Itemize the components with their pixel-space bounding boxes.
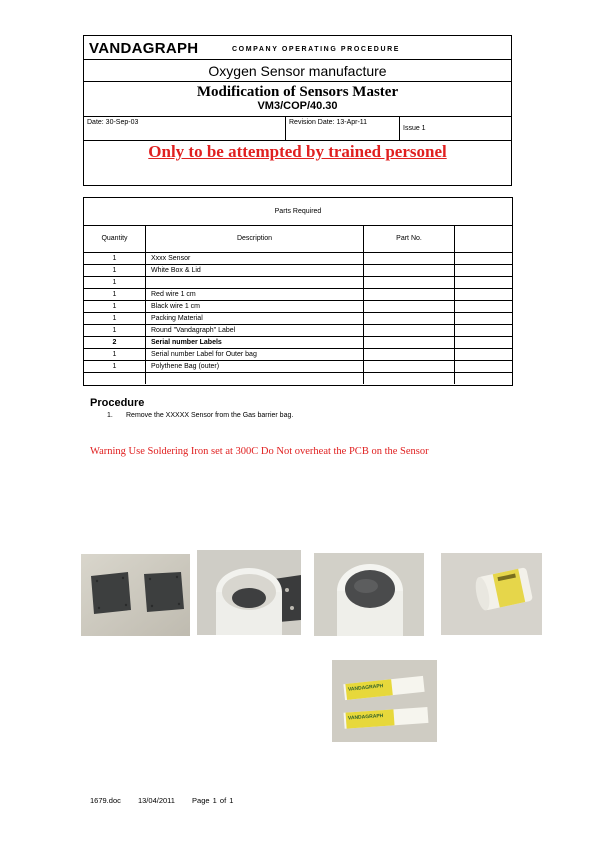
footer-page-number: Page 1 of 1 (192, 796, 234, 805)
quantity-cell: 1 (84, 253, 146, 264)
issue-number: Issue 1 (403, 125, 426, 132)
parts-table-header (84, 226, 512, 253)
table-row (84, 313, 512, 325)
part-no-cell (364, 313, 455, 324)
blank-cell (455, 301, 512, 312)
brand-name: VANDAGRAPH (89, 40, 199, 57)
document-title: Modification of Sensors Master (196, 84, 399, 100)
photo-sensor-pads (81, 554, 190, 636)
step-text: Remove the XXXXX Sensor from the Gas barrier bag. (126, 412, 294, 419)
table-row (84, 325, 512, 337)
description-cell: Polythene Bag (outer) (146, 361, 364, 372)
quantity-cell: 1 (84, 289, 146, 300)
description-cell: White Box & Lid (146, 265, 364, 276)
blank-cell (455, 313, 512, 324)
document-subtitle: Oxygen Sensor manufacture (208, 63, 387, 79)
part-no-cell (364, 349, 455, 360)
footer-date: 13/04/2011 (137, 796, 175, 805)
blank-cell (455, 325, 512, 336)
quantity-cell: 2 (84, 337, 146, 348)
blank-cell (455, 349, 512, 360)
table-row (84, 253, 512, 265)
quantity-cell: 1 (84, 325, 146, 336)
column-header-description: Description (146, 226, 364, 252)
training-warning: Only to be attempted by trained personel (148, 142, 447, 161)
procedure-step (107, 412, 293, 419)
part-no-cell (364, 301, 455, 312)
part-no-cell (364, 289, 455, 300)
description-cell: Round "Vandagraph" Label (146, 325, 364, 336)
table-row (84, 277, 512, 289)
quantity-cell: 1 (84, 313, 146, 324)
part-no-cell (364, 361, 455, 372)
blank-cell (455, 277, 512, 288)
header-title-block (84, 82, 511, 116)
part-no-cell (364, 277, 455, 288)
quantity-cell: 1 (84, 265, 146, 276)
photo-filled-container (314, 553, 424, 636)
blank-cell (455, 337, 512, 348)
description-cell: Black wire 1 cm (146, 301, 364, 312)
quantity-cell: 1 (84, 301, 146, 312)
table-row (84, 361, 512, 373)
blank-cell (455, 253, 512, 264)
header-subtitle-row (84, 60, 511, 82)
photo-serial-labels (332, 660, 437, 742)
description-cell: Serial number Labels (146, 337, 364, 348)
header-info-row (84, 116, 511, 141)
description-cell: Xxxx Sensor (146, 253, 364, 264)
soldering-warning: Warning Use Soldering Iron set at 300C Do Not overheat the PCB on the Sensor (90, 446, 429, 457)
quantity-cell (84, 373, 146, 384)
document-header (83, 35, 512, 186)
table-row (84, 337, 512, 349)
quantity-cell: 1 (84, 349, 146, 360)
description-cell: Packing Material (146, 313, 364, 324)
part-no-cell (364, 373, 455, 384)
part-no-cell (364, 265, 455, 276)
procedure-heading: Procedure (90, 397, 145, 409)
revision-date: Revision Date: 13-Apr-11 (286, 117, 400, 141)
photo-labelled-sensor (441, 553, 542, 635)
footer-filename: 1679.doc (90, 796, 121, 805)
header-brand-row (84, 36, 511, 60)
photo-open-container (197, 550, 301, 635)
quantity-cell: 1 (84, 361, 146, 372)
table-row (84, 289, 512, 301)
document-type: COMPANY OPERATING PROCEDURE (232, 46, 401, 53)
blank-cell (455, 289, 512, 300)
part-no-cell (364, 253, 455, 264)
table-row (84, 349, 512, 361)
document-reference: VM3/COP/40.30 (257, 100, 338, 112)
parts-table-body (84, 253, 512, 385)
column-header-quantity: Quantity (84, 226, 146, 252)
blank-cell (455, 373, 512, 384)
table-row (84, 265, 512, 277)
part-no-cell (364, 337, 455, 348)
blank-cell (455, 265, 512, 276)
blank-cell (455, 361, 512, 372)
parts-table (83, 197, 513, 386)
page-footer (90, 796, 247, 805)
description-cell: Serial number Label for Outer bag (146, 349, 364, 360)
description-cell (146, 373, 364, 384)
table-row (84, 373, 512, 385)
label-text-upper: VANDAGRAPH (347, 683, 384, 693)
parts-table-title: Parts Required (84, 198, 512, 226)
part-no-cell (364, 325, 455, 336)
column-header-blank (455, 226, 512, 252)
description-cell (146, 277, 364, 288)
quantity-cell: 1 (84, 277, 146, 288)
issue-date: Date: 30-Sep-03 (84, 117, 286, 141)
description-cell: Red wire 1 cm (146, 289, 364, 300)
table-row (84, 301, 512, 313)
step-number: 1. (107, 412, 113, 419)
column-header-part-no: Part No. (364, 226, 455, 252)
label-text-lower: VANDAGRAPH (347, 713, 384, 722)
